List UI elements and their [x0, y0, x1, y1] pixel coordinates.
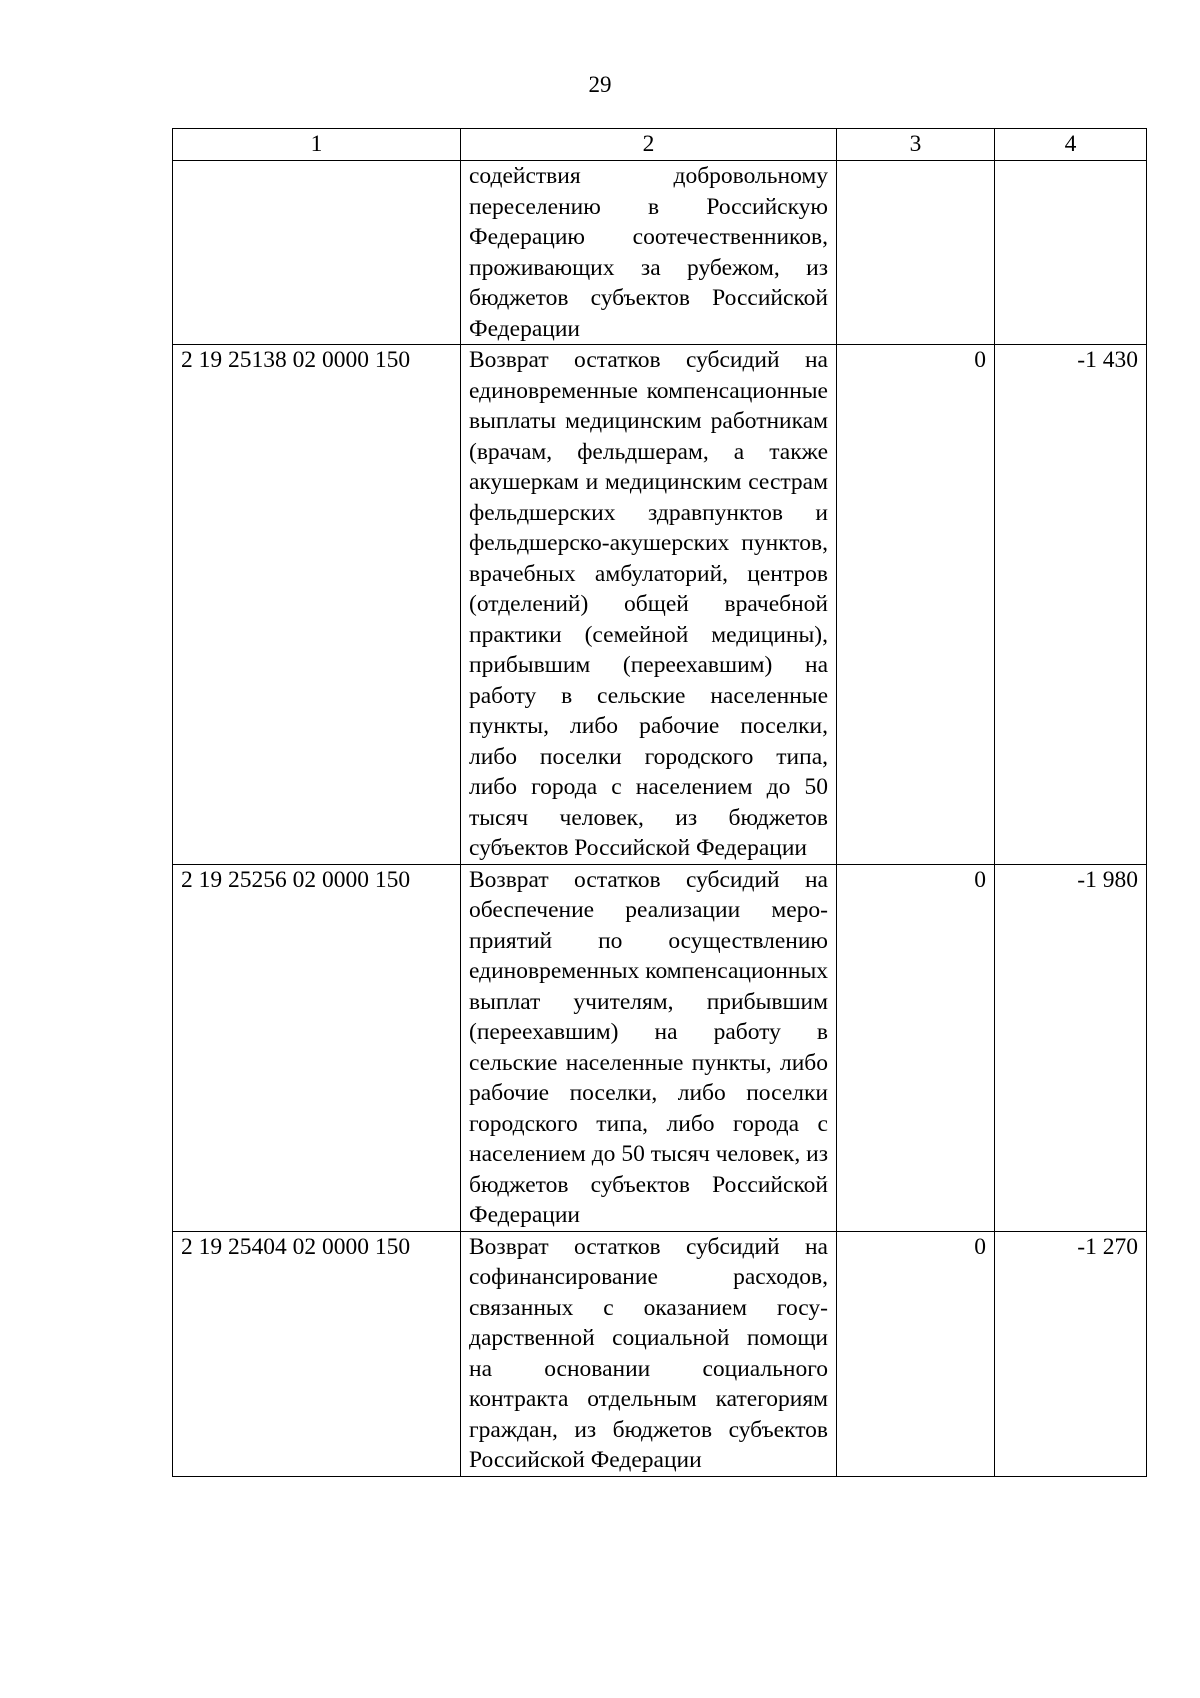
value-col3: [837, 161, 995, 345]
column-header-4: 4: [995, 129, 1147, 161]
column-header-2: 2: [461, 129, 837, 161]
budget-table: [172, 128, 1147, 1477]
column-header-1: 1: [173, 129, 461, 161]
budget-code: 2 19 25256 02 0000 150: [173, 864, 461, 1231]
table-row: [173, 345, 1147, 865]
value-col3: 0: [837, 1231, 995, 1476]
value-col4: [995, 161, 1147, 345]
table-row: [173, 1231, 1147, 1476]
budget-code: 2 19 25404 02 0000 150: [173, 1231, 461, 1476]
value-col4: -1 980: [995, 864, 1147, 1231]
budget-code: 2 19 25138 02 0000 150: [173, 345, 461, 865]
value-col3: 0: [837, 864, 995, 1231]
value-col3: 0: [837, 345, 995, 865]
row-description: Возврат остатков субсидий на обеспечение реализации мероприятий по осуществлению единовременных компенсационных выплат учителям, прибывшим (переехавшим) на работу в сельские населенные пункты, либо рабочие поселки, либо поселки городского типа, либо города с населением до 50 тысяч человек, из бюджетов субъектов Российской Федерации: [461, 864, 837, 1231]
table-row: [173, 864, 1147, 1231]
row-description: Возврат остатков субсидий на единовременные компенсационные выплаты медицинским работникам (врачам, фельдшерам, а также акушеркам и медицинским сестрам фельдшерских здравпунктов и фельдшерско-акушерских пунктов, врачебных амбулаторий, центров (отделений) общей врачебной практики (семейной медицины), прибывшим (переехавшим) на работу в сельские населенные пункты, либо рабочие поселки, либо поселки городского типа, либо города с населением до 50 тысяч человек, из бюджетов субъектов Российской Федерации: [461, 345, 837, 865]
table-row: [173, 161, 1147, 345]
table-header-row: [173, 129, 1147, 161]
value-col4: -1 430: [995, 345, 1147, 865]
row-description: Возврат остатков субсидий на софинансирование расходов, связанных с оказанием государственной социальной помощи на основании социального контракта отдельным категориям граждан, из бюджетов субъектов Российской Федерации: [461, 1231, 837, 1476]
value-col4: -1 270: [995, 1231, 1147, 1476]
column-header-3: 3: [837, 129, 995, 161]
row-description: содействия добровольному переселению в Российскую Федерацию соотечественников, проживающих за рубежом, из бюджетов субъектов Российской Федерации: [461, 161, 837, 345]
budget-code: [173, 161, 461, 345]
page-number: 29: [588, 72, 612, 97]
